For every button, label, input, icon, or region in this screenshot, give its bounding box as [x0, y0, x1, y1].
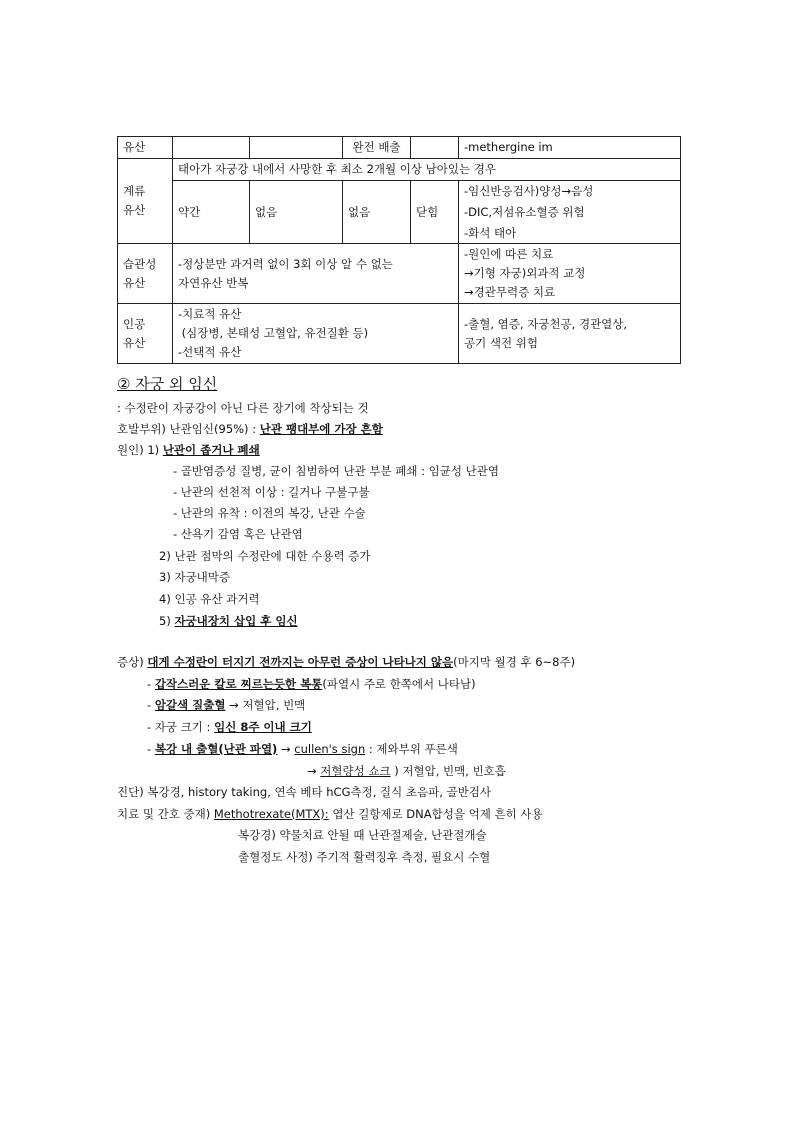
symptom-pain: - 갑작스러운 칼로 찌르는듯한 복통(파열시 주로 한쪽에서 나타남): [147, 677, 476, 691]
habitual-description: -정상분만 과거력 없이 3회 이상 알 수 없는 자연유산 반복: [173, 244, 459, 304]
cause-1: 원인) 1) 난관이 좁거나 폐쇄: [117, 443, 260, 457]
methergine-cell: -methergine im: [459, 137, 681, 159]
diagnosis: 진단) 복강경, history taking, 연속 베타 hCG측정, 질식 초음파, 골반검사: [117, 785, 491, 799]
symptom-uterus-size: - 자궁 크기 : 임신 8주 이내 크기: [147, 720, 312, 734]
table-cell: [411, 137, 459, 159]
artificial-description: -치료적 유산 (심장병, 본태성 고혈압, 유전질환 등) -선택적 유산: [173, 304, 459, 364]
row-label-artificial: 인공 유산: [118, 304, 173, 364]
table-cell: 닫힘: [411, 181, 459, 244]
table-row: [118, 159, 681, 181]
table-cell: 없음: [250, 181, 343, 244]
row-label-gyeryu: 계류 유산: [118, 159, 173, 244]
row-label-yusan: 유산: [118, 137, 173, 159]
artificial-notes: -출혈, 염증, 자궁천공, 경관열상, 공기 색전 위험: [459, 304, 681, 364]
gyeryu-definition: 태아가 자궁강 내에서 사망한 후 최소 2개월 이상 남아있는 경우: [173, 159, 681, 181]
abortion-table: [117, 136, 681, 364]
treatment-laparoscopy: 복강경) 약물치료 안될 때 난관절제술, 난관절개술: [238, 828, 487, 842]
table-row: [118, 244, 681, 304]
cause-sub-item: - 골반염증성 질병, 균이 침범하여 난관 부분 폐쇄 : 임균성 난관염: [173, 464, 499, 478]
section-title: ② 자궁 외 임신: [117, 375, 218, 393]
cause-3: 3) 자궁내막증: [159, 570, 231, 584]
common-site: 호발부위) 난관임신(95%) : 난관 팽대부에 가장 흔함: [117, 422, 383, 436]
symptom-intraabdominal: - 복강 내 출혈(난관 파열) → cullen's sign : 제와부위 푸른색: [147, 742, 458, 756]
row-label-habitual: 습관성 유산: [118, 244, 173, 304]
table-row: [118, 137, 681, 159]
cause-4: 4) 인공 유산 과거력: [159, 592, 260, 606]
symptom-shock: → 저혈량성 쇼크 ) 저혈압, 빈맥, 빈호흡: [307, 764, 506, 778]
cause-sub-item: - 난관의 유착 : 이전의 복강, 난관 수술: [173, 506, 366, 520]
symptom-bleeding: - 암갈색 질출혈 → 저혈압, 빈맥: [147, 698, 306, 712]
treatment-bleeding-assessment: 출혈정도 사정) 주기적 활력징후 측정, 필요시 수혈: [238, 850, 491, 864]
table-cell: 없음: [343, 181, 411, 244]
complete-expulsion-cell: 완전 배출: [343, 137, 411, 159]
table-row: [118, 181, 681, 244]
cause-sub-item: - 산욕기 감염 혹은 난관염: [173, 527, 303, 541]
habitual-notes: -원인에 따른 치료 →기형 자궁)외과적 교정 →경관무력증 치료: [459, 244, 681, 304]
cause-5: 5) 자궁내장치 삽입 후 임신: [159, 614, 298, 628]
table-row: [118, 304, 681, 364]
table-cell: [173, 137, 250, 159]
symptom-summary: 증상) 대게 수정란이 터지기 전까지는 아무런 증상이 나타나지 않음(마지막 월경 후 6~8주): [117, 655, 576, 669]
cause-sub-item: - 난관의 선천적 이상 : 길거나 구불구불: [173, 485, 370, 499]
definition: : 수정란이 자궁강이 아닌 다른 장기에 착상되는 것: [117, 401, 369, 415]
treatment: 치료 및 간호 중재) Methotrexate(MTX): 엽산 길항제로 DNA합성을 억제 흔히 사용: [117, 807, 543, 821]
cause-2: 2) 난관 점막의 수정란에 대한 수용력 증가: [159, 549, 371, 563]
gyeryu-notes: -임신반응검사)양성→음성 -DIC,저섬유소혈증 위험 -화석 태아: [459, 181, 681, 244]
table-cell: 약간: [173, 181, 250, 244]
table-cell: [250, 137, 343, 159]
